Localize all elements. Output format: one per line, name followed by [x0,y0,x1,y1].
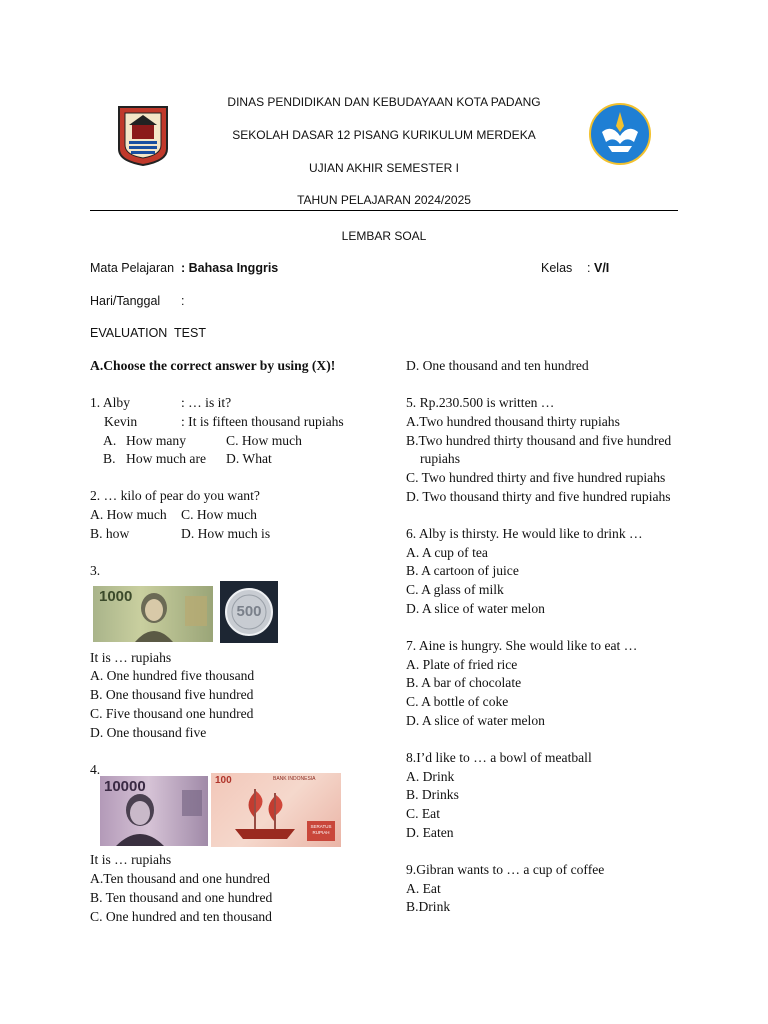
q2-option-b: B. how [90,525,130,541]
q2-options-ac [90,506,390,525]
q3-stem: It is … rupiahs [90,649,172,665]
q1-option-a: How many [126,432,187,448]
q6-option-b: B. A cartoon of juice [406,563,519,579]
q7-option-d: D. A slice of water melon [406,712,545,728]
q1-kevin: Kevin [104,413,138,429]
rp1000-banknote-image [93,586,213,642]
q8-stem: 8.I’d like to … a bowl of meatball [406,749,592,765]
class-value: V/I [594,261,610,275]
banknote-100-label: 100 [215,775,232,786]
q7-stem: 7. Aine is hungry. She would like to eat … [406,637,638,653]
banknote-1000-label: 1000 [99,588,133,605]
q4-option-a: A.Ten thousand and one hundred [90,871,270,887]
q4-stem: It is … rupiahs [90,852,172,868]
q5-option-b: B.Two hundred thirty thousand and five hundred [406,432,672,448]
q3-number: 3. [90,563,101,579]
q6-option-c: C. A glass of milk [406,582,504,598]
q2-stem: 2. … kilo of pear do you want? [90,488,260,504]
q4-number: 4. [90,761,101,777]
q5-option-c: C. Two hundred thirty and five hundred rupiahs [406,470,666,486]
q1-option-a-letter: A. [103,432,117,448]
q9-option-b: B.Drink [406,899,451,915]
q3-option-d: D. One thousand five [90,724,207,740]
q7-option-b: B. A bar of chocolate [406,675,522,691]
class-label: Kelas [541,261,573,275]
header-line-school: SEKOLAH DASAR 12 PISANG KURIKULUM MERDEKA [232,128,536,142]
q1-number: 1. Alby [90,395,131,411]
q1-kevin-line: : It is fifteen thousand rupiahs [181,413,344,429]
q1-options-ac [90,432,390,451]
q5-option-d: D. Two thousand thirty and five hundred rupiahs [406,488,671,504]
q2-option-a: A. How much [90,507,167,523]
q1-option-c: C. How much [226,432,302,448]
q7-option-a: A. Plate of fried rice [406,656,518,672]
q9-option-a: A. Eat [406,880,441,896]
q4-option-c: C. One hundred and ten thousand [90,908,272,924]
sheet-title: LEMBAR SOAL [341,229,427,243]
banknote-10000-label: 10000 [104,778,146,795]
bank-indonesia-label: BANK INDONESIA [273,776,316,782]
q1-line2 [90,413,390,432]
q5-option-a: A.Two hundred thousand thirty rupiahs [406,413,620,429]
q4-option-d: D. One thousand and ten hundred [406,358,589,373]
q2-options-bd [90,525,390,544]
q7-option-c: C. A bottle of coke [406,694,509,710]
q3-option-a: A. One hundred five thousand [90,668,255,684]
q1-option-b: How much are [126,451,207,467]
q1-option-d: D. What [226,451,272,467]
header-line-year: TAHUN PELAJARAN 2024/2025 [297,193,471,207]
q5-option-b-cont: rupiahs [420,451,461,467]
seratus-rupiah-label: SERATUS RUPIAH [310,824,332,835]
rp100-banknote-image [211,773,341,847]
q6-stem: 6. Alby is thirsty. He would like to drink … [406,525,643,541]
q6-option-d: D. A slice of water melon [406,600,545,616]
rp500-coin-image [220,581,278,643]
q1-option-b-letter: B. [103,451,116,467]
subject-label: Mata Pelajaran [90,261,175,275]
seratus-rupiah-box [307,821,335,841]
q8-option-c: C. Eat [406,806,440,822]
q6-option-a: A. A cup of tea [406,544,488,560]
q2-option-c: C. How much [181,507,257,523]
q2-option-d: D. How much is [181,525,271,541]
day-date-label: Hari/Tanggal [90,294,161,308]
q8-option-a: A. Drink [406,768,455,784]
q1-alby-line: : … is it? [181,395,232,411]
right-column [406,357,696,917]
day-date-colon: : [181,294,185,308]
q1-line1 [90,394,390,413]
class-colon: : [587,261,591,275]
q3-option-b: B. One thousand five hundred [90,687,254,703]
header-line-office: DINAS PENDIDIKAN DAN KEBUDAYAAN KOTA PADANG [227,95,541,109]
q8-option-b: B. Drinks [406,787,459,803]
instruction: A.Choose the correct answer by using (X)! [90,358,336,373]
subject-value: : Bahasa Inggris [181,261,279,275]
header-line-exam: UJIAN AKHIR SEMESTER I [308,161,460,175]
q9-stem: 9.Gibran wants to … a cup of coffee [406,861,605,877]
header-divider [90,210,678,211]
q3-option-c: C. Five thousand one hundred [90,705,254,721]
q8-option-d: D. Eaten [406,824,454,840]
q5-stem: 5. Rp.230.500 is written … [406,395,555,411]
q4-option-b: B. Ten thousand and one hundred [90,889,273,905]
q1-options-bd [90,450,390,469]
coin-500-label: 500 [236,603,262,620]
evaluation-title: EVALUATION TEST [90,326,206,340]
rp10000-banknote-image [100,776,208,846]
